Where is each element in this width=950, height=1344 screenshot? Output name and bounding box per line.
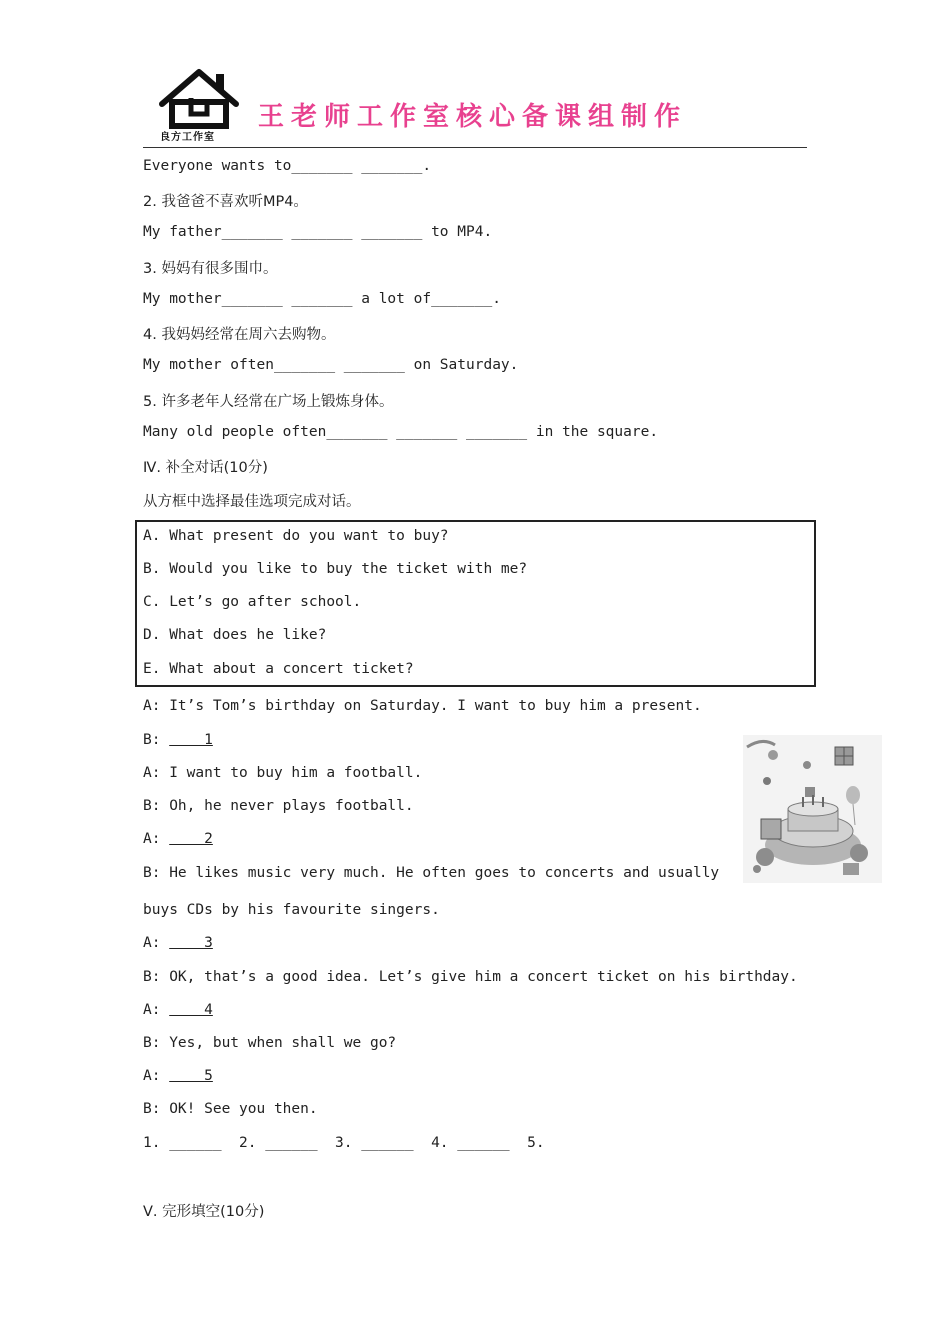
- speaker-label: B:: [143, 732, 170, 748]
- question-4-english: My mother often_______ _______ on Saturday.: [143, 357, 519, 373]
- dialogue-line: B: He likes music very much. He often goes to concerts and usually: [143, 865, 720, 881]
- question-3-chinese: 3. 妈妈有很多围巾。: [143, 261, 278, 277]
- question-2-chinese: 2. 我爸爸不喜欢听MP4。: [143, 194, 308, 210]
- option-a: A. What present do you want to buy?: [143, 528, 449, 544]
- dialogue-line: A: I want to buy him a football.: [143, 765, 423, 781]
- dialogue-line: B: Oh, he never plays football.: [143, 798, 414, 814]
- speaker-label: A:: [143, 935, 170, 951]
- logo-caption: 良方工作室: [160, 132, 215, 143]
- section-5-heading: Ⅴ. 完形填空(10分): [143, 1204, 265, 1220]
- dialogue-line: B: OK! See you then.: [143, 1101, 318, 1117]
- option-e: E. What about a concert ticket?: [143, 661, 414, 677]
- answer-blanks: 1. ______ 2. ______ 3. ______ 4. ______ 5.: [143, 1135, 545, 1151]
- dialogue-line: [143, 1068, 213, 1084]
- speaker-label: A:: [143, 1002, 170, 1018]
- dialogue-line: [143, 831, 213, 847]
- option-c: C. Let’s go after school.: [143, 594, 362, 610]
- header-divider: [143, 147, 807, 148]
- dialogue-line: B: Yes, but when shall we go?: [143, 1035, 397, 1051]
- question-5-english: Many old people often_______ _______ _______ in the square.: [143, 424, 659, 440]
- blank-5: 5: [169, 1068, 213, 1084]
- blank-2: 2: [169, 831, 213, 847]
- option-d: D. What does he like?: [143, 627, 327, 643]
- section-4-instruction: 从方框中选择最佳选项完成对话。: [143, 494, 361, 510]
- dialogue-line: [143, 1002, 213, 1018]
- question-3-english: My mother_______ _______ a lot of_______.: [143, 291, 501, 307]
- section-4-heading: Ⅳ. 补全对话(10分): [143, 460, 268, 476]
- text-line: Everyone wants to_______ _______.: [143, 158, 432, 174]
- question-2-english: My father_______ _______ _______ to MP4.: [143, 224, 493, 240]
- question-5-chinese: 5. 许多老年人经常在广场上锻炼身体。: [143, 394, 394, 410]
- blank-4: 4: [169, 1002, 213, 1018]
- blank-3: 3: [169, 935, 213, 951]
- option-b: B. Would you like to buy the ticket with me?: [143, 561, 528, 577]
- question-4-chinese: 4. 我妈妈经常在周六去购物。: [143, 327, 336, 343]
- header-banner: 王老师工作室核心备课组制作: [258, 102, 688, 132]
- dialogue-line: [143, 935, 213, 951]
- blank-1: 1: [169, 732, 213, 748]
- dialogue-line: buys CDs by his favourite singers.: [143, 902, 440, 918]
- birthday-party-illustration: [743, 735, 882, 883]
- speaker-label: A:: [143, 831, 170, 847]
- dialogue-line: A: It’s Tom’s birthday on Saturday. I want to buy him a present.: [143, 698, 702, 714]
- dialogue-line: [143, 732, 213, 748]
- speaker-label: A:: [143, 1068, 170, 1084]
- dialogue-line: B: OK, that’s a good idea. Let’s give him a concert ticket on his birthday.: [143, 969, 798, 985]
